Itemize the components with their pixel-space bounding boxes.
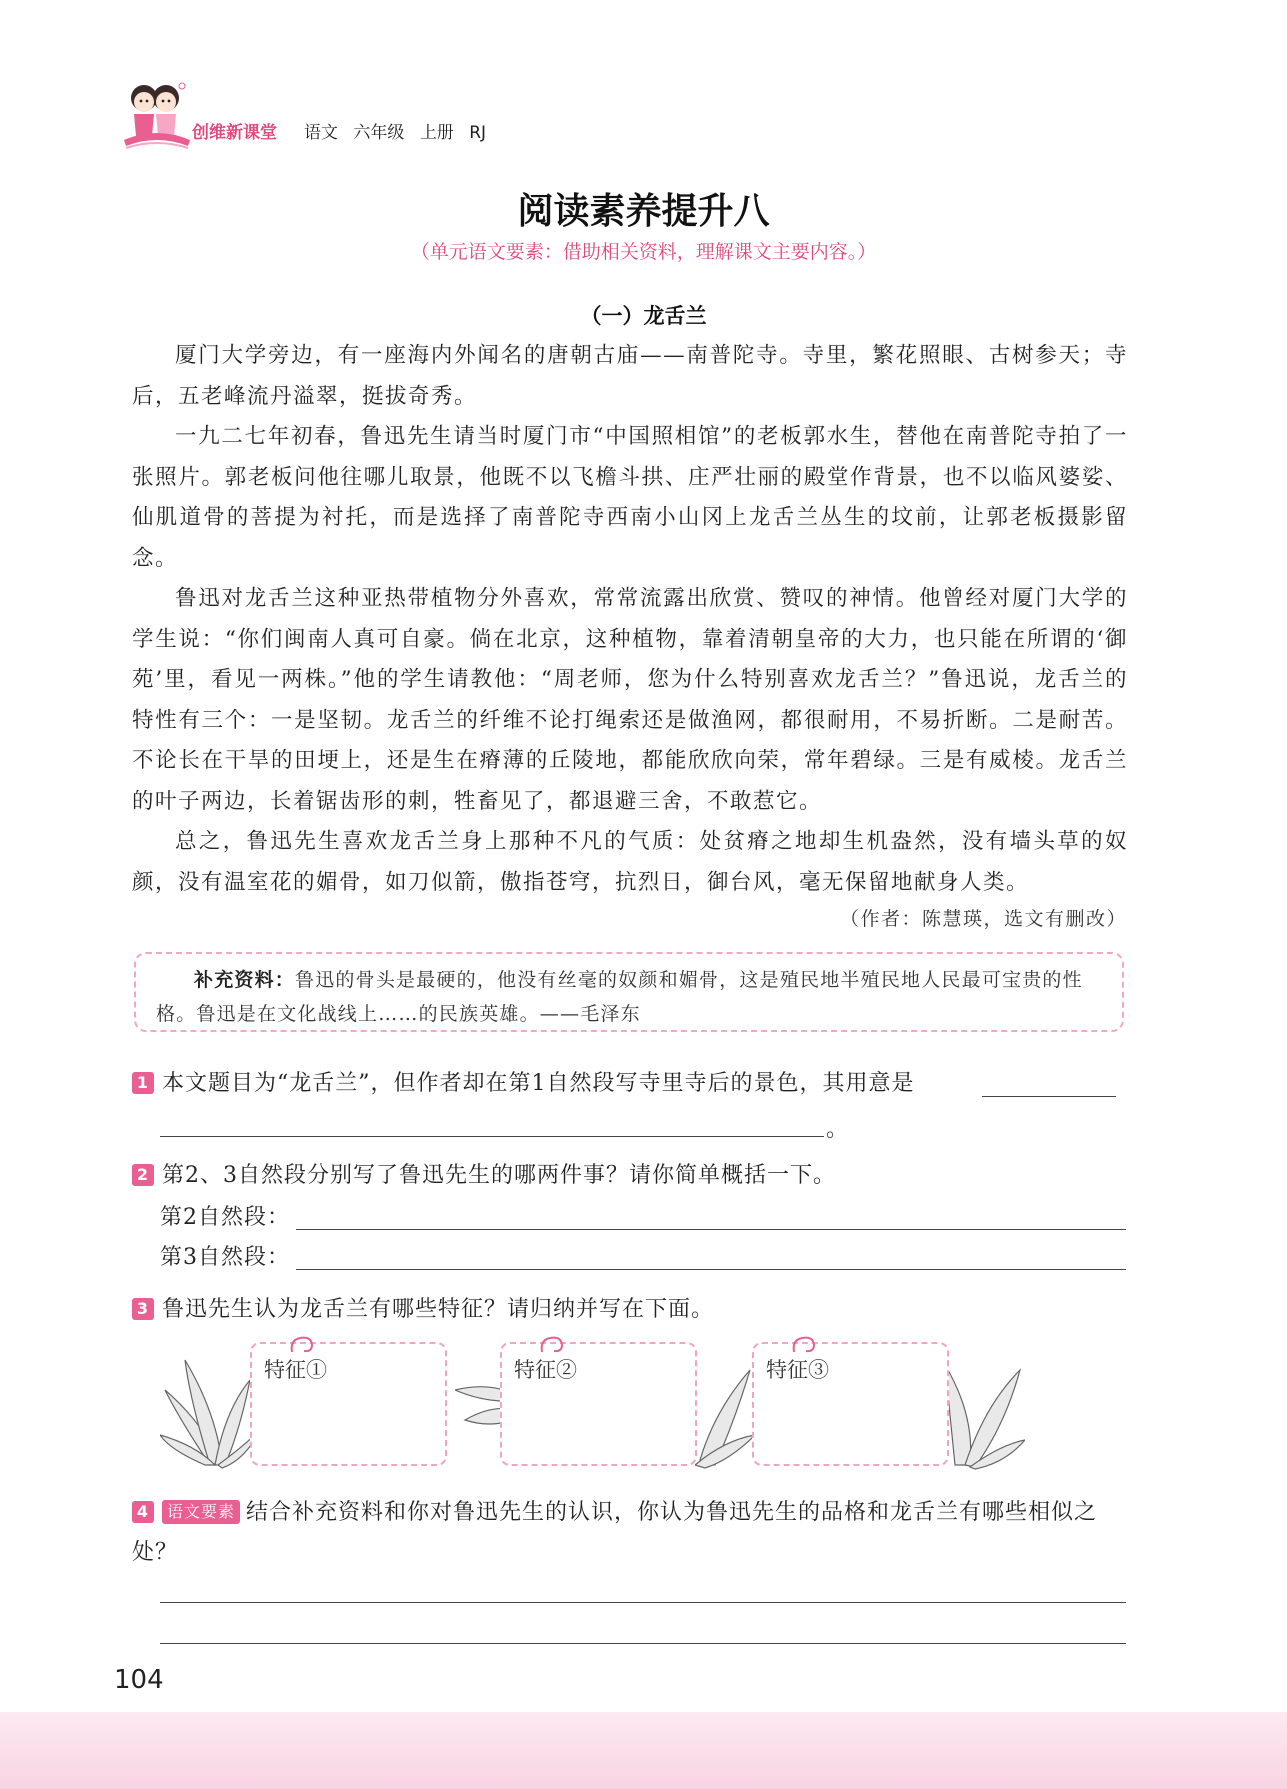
subject: 语文 <box>304 123 338 143</box>
answer-end-mark: 。 <box>826 1117 850 1142</box>
question-text: 结合补充资料和你对鲁迅先生的认识，你认为鲁迅先生的品格和龙舌兰有哪些相似之处？ <box>132 1500 1098 1565</box>
supplement-text: 鲁迅的骨头是最硬的，他没有丝毫的奴颜和媚骨，这是殖民地半殖民地人民最可宝贵的性格。鲁迅是在文化战线上……的民族英雄。——毛泽东 <box>156 969 1083 1025</box>
paragraph: 一九二七年初春，鲁迅先生请当时厦门市“中国照相馆”的老板郭水生，替他在南普陀寺拍了一张照片。郭老板问他往哪儿取景，他既不以飞檐斗拱、庄严壮丽的殿堂作背景，也不以临风婆娑、仙肌道骨的菩提为衬托，而是选择了南普陀寺西南小山冈上龙舌兰丛生的坟前，让郭老板摄影留念。 <box>132 424 1128 571</box>
paragraph: 鲁迅对龙舌兰这种亚热带植物分外喜欢，常常流露出欣赏、赞叹的神情。他曾经对厦门大学的学生说：“你们闽南人真可自豪。倘在北京，这种植物，靠着清朝皇帝的大力，也只能在所谓的‘御苑’里，看见一两株。”他的学生请教他：“周老师，您为什么特别喜欢龙舌兰？”鲁迅说，龙舌兰的特性有三个：一是坚韧。龙舌兰的纤维不论打绳索还是做渔网，都很耐用，不易折断。二是耐苦。不论长在干旱的田埂上，还是生在瘠薄的丘陵地，都能欣欣向荣，常年碧绿。三是有威棱。龙舌兰的叶子两边，长着锯齿形的刺，牲畜见了，都退避三舍，不敢惹它。 <box>132 586 1128 814</box>
question-2 <box>132 1158 836 1189</box>
supplement-label: 补充资料： <box>194 969 296 991</box>
mascot-logo-icon <box>122 78 192 156</box>
question-number: 4 <box>132 1501 154 1523</box>
paragraph: 厦门大学旁边，有一座海内外闻名的唐朝古庙——南普陀寺。寺里，繁花照眼、古树参天；寺后，五老峰流丹溢翠，挺拔奇秀。 <box>132 343 1128 409</box>
footer-band <box>0 1712 1287 1789</box>
page-number: 104 <box>114 1665 164 1695</box>
feature-box-1[interactable] <box>250 1342 447 1466</box>
feature-label: 特征② <box>514 1358 577 1382</box>
agave-plant-icon <box>160 1350 260 1470</box>
question-text: 鲁迅先生认为龙舌兰有哪些特征？请归纳并写在下面。 <box>162 1297 715 1322</box>
page-title: 阅读素养提升八 <box>517 191 770 232</box>
paperclip-icon <box>538 1334 566 1356</box>
question-number: 1 <box>132 1072 154 1094</box>
feature-label: 特征③ <box>766 1358 829 1382</box>
question-number: 3 <box>132 1298 154 1320</box>
question-4 <box>132 1493 1128 1573</box>
answer-line[interactable] <box>296 1269 1126 1270</box>
author-note: （作者：陈慧瑛，选文有删改） <box>839 908 1127 930</box>
yuwen-element-tag: 语文要素 <box>162 1500 240 1524</box>
page-header <box>122 78 682 158</box>
paperclip-icon <box>790 1334 818 1356</box>
feature-box-3[interactable] <box>752 1342 949 1466</box>
answer-line[interactable] <box>160 1643 1126 1644</box>
agave-plant-icon <box>695 1350 755 1470</box>
answer-line[interactable] <box>160 1602 1126 1603</box>
book-info <box>304 118 496 143</box>
volume: 上册 <box>419 123 454 143</box>
paragraph: 总之，鲁迅先生喜欢龙舌兰身上那种不凡的气质：处贫瘠之地却生机盎然，没有墙头草的奴颜，没有温室花的媚骨，如刀似箭，傲指苍穹，抗烈日，御台风，毫无保留地献身人类。 <box>132 829 1128 895</box>
answer-label: 第3自然段： <box>160 1245 290 1270</box>
brand-name: 创维新课堂 <box>192 123 277 143</box>
supplement-box <box>134 952 1124 1032</box>
edition: RJ <box>469 123 487 143</box>
question-1 <box>132 1066 915 1097</box>
question-text: 本文题目为“龙舌兰”，但作者却在第1自然段写寺里寺后的景色，其用意是 <box>162 1071 915 1096</box>
answer-label: 第2自然段： <box>160 1205 290 1230</box>
question-3 <box>132 1292 714 1323</box>
section-title: （一）龙舌兰 <box>580 304 707 328</box>
question-text: 第2、3自然段分别写了鲁迅先生的哪两件事？请你简单概括一下。 <box>162 1163 836 1188</box>
unit-subtitle: （单元语文要素：借助相关资料，理解课文主要内容。） <box>410 241 877 263</box>
paperclip-icon <box>288 1334 316 1356</box>
answer-line[interactable] <box>296 1229 1126 1230</box>
feature-label: 特征① <box>264 1358 327 1382</box>
feature-box-2[interactable] <box>500 1342 697 1466</box>
article-body <box>132 336 1128 903</box>
answer-line[interactable] <box>160 1136 824 1137</box>
grade: 六年级 <box>353 123 405 143</box>
answer-line[interactable] <box>982 1096 1116 1097</box>
agave-plant-icon <box>945 1345 1025 1470</box>
question-number: 2 <box>132 1164 154 1186</box>
